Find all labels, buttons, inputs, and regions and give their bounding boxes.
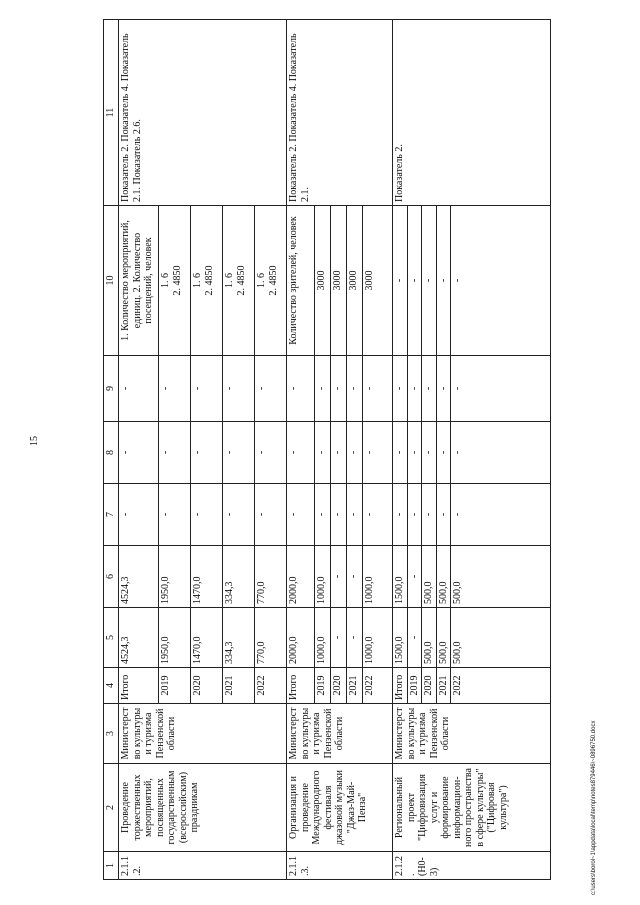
column-number: 11	[104, 20, 119, 206]
value-cell: -	[331, 422, 347, 484]
page-number: 15	[29, 436, 40, 446]
column-number: 9	[104, 356, 119, 422]
result-cell	[255, 206, 287, 356]
value-cell: 2000,0	[287, 546, 315, 608]
result-cell: -	[393, 206, 408, 356]
column-number: 10	[104, 206, 119, 356]
result-cell: Количество зрителей, человек	[287, 206, 315, 356]
value-cell: 1000,0	[315, 546, 331, 608]
result-cell: 3000	[347, 206, 363, 356]
year-cell: Итого	[119, 668, 159, 704]
result-line: 2. 4850	[235, 265, 247, 296]
column-number: 6	[104, 546, 119, 608]
result-cell: 3000	[363, 206, 393, 356]
value-cell: -	[407, 356, 422, 422]
value-cell: -	[347, 422, 363, 484]
value-cell: 334,3	[223, 546, 255, 608]
value-cell: -	[436, 356, 451, 422]
value-cell: -	[363, 484, 393, 546]
file-path-footer: c:\users\borol~1\appdata\local\temp\notes879446\~0896750.docx	[591, 720, 597, 895]
column-number: 4	[104, 668, 119, 704]
result-line: 2. 4850	[267, 265, 279, 296]
value-cell: -	[119, 422, 159, 484]
value-cell: 770,0	[255, 608, 287, 668]
value-cell: -	[315, 422, 331, 484]
row-name: Организация и проведение Международного фестиваля джазовой музыки "Джаз-Май-Пенза"	[287, 764, 393, 852]
result-cell: -	[451, 206, 551, 356]
value-cell: 500,0	[436, 546, 451, 608]
value-cell: -	[287, 356, 315, 422]
column-number: 1	[104, 852, 119, 880]
value-cell: -	[451, 356, 551, 422]
row-executor: Министерство культуры и туризма Пензенской области	[287, 704, 393, 764]
value-cell: -	[255, 484, 287, 546]
value-cell: -	[347, 608, 363, 668]
value-cell: -	[331, 484, 347, 546]
value-cell: 1470,0	[191, 546, 223, 608]
value-cell: -	[422, 422, 437, 484]
value-cell: 500,0	[422, 546, 437, 608]
result-cell	[159, 206, 191, 356]
value-cell: -	[347, 546, 363, 608]
result-line: 1. 6	[256, 273, 267, 288]
value-cell: -	[407, 422, 422, 484]
result-cell	[223, 206, 255, 356]
column-number: 3	[104, 704, 119, 764]
value-cell: -	[436, 422, 451, 484]
value-cell: -	[331, 546, 347, 608]
value-cell: -	[436, 484, 451, 546]
value-cell: 770,0	[255, 546, 287, 608]
value-cell: -	[422, 356, 437, 422]
table-row	[287, 20, 315, 880]
value-cell: 4524,3	[119, 546, 159, 608]
value-cell: -	[363, 422, 393, 484]
year-cell: 2021	[223, 668, 255, 704]
value-cell: -	[315, 484, 331, 546]
table-row	[119, 20, 159, 880]
row-name: Проведение торжественных мероприятий, посвященных государственным (всероссийским) праздникам	[119, 764, 287, 852]
year-cell: 2021	[347, 668, 363, 704]
value-cell: -	[451, 484, 551, 546]
column-number: 5	[104, 608, 119, 668]
value-cell: -	[393, 422, 408, 484]
value-cell: -	[255, 422, 287, 484]
column-number: 7	[104, 484, 119, 546]
row-name: Региональный проект "Цифровизация услуг и формирование информацион-ного пространства в сфере культуры" ("Цифровая культура")	[393, 764, 551, 852]
value-cell: -	[223, 484, 255, 546]
value-cell: -	[287, 484, 315, 546]
year-cell: 2021	[436, 668, 451, 704]
value-cell: 334,3	[223, 608, 255, 668]
row-code: 2.1.1.2.	[119, 852, 287, 880]
value-cell: -	[119, 484, 159, 546]
year-cell: 2019	[407, 668, 422, 704]
value-cell: 1950,0	[159, 546, 191, 608]
result-cell: 1. Количество мероприятий, единиц. 2. Количество посещений, человек	[119, 206, 159, 356]
result-cell: 3000	[315, 206, 331, 356]
value-cell: -	[347, 484, 363, 546]
result-line: 1. 6	[160, 273, 171, 288]
result-cell: -	[422, 206, 437, 356]
value-cell: -	[315, 356, 331, 422]
value-cell: 500,0	[436, 608, 451, 668]
column-number: 2	[104, 764, 119, 852]
indicator-cell: Показатель 2.	[393, 20, 551, 206]
result-line: 1. 6	[192, 273, 203, 288]
value-cell: -	[119, 356, 159, 422]
value-cell: -	[363, 356, 393, 422]
value-cell: -	[407, 546, 422, 608]
value-cell: 500,0	[422, 608, 437, 668]
value-cell: 4524,3	[119, 608, 159, 668]
value-cell: -	[422, 484, 437, 546]
result-line: 2. 4850	[171, 265, 183, 296]
document-table-container	[103, 20, 640, 880]
value-cell: -	[255, 356, 287, 422]
value-cell: -	[191, 356, 223, 422]
program-table	[103, 19, 551, 880]
value-cell: -	[191, 484, 223, 546]
value-cell: 1500,0	[393, 546, 408, 608]
result-cell	[191, 206, 223, 356]
year-cell: 2020	[331, 668, 347, 704]
year-cell: Итого	[393, 668, 408, 704]
year-cell: 2022	[255, 668, 287, 704]
value-cell: -	[393, 484, 408, 546]
value-cell: -	[347, 356, 363, 422]
value-cell: -	[393, 356, 408, 422]
value-cell: -	[159, 356, 191, 422]
year-cell: 2019	[159, 668, 191, 704]
value-cell: -	[223, 356, 255, 422]
year-cell: Итого	[287, 668, 315, 704]
value-cell: -	[331, 608, 347, 668]
value-cell: 1500,0	[393, 608, 408, 668]
result-cell: 3000	[331, 206, 347, 356]
value-cell: -	[223, 422, 255, 484]
value-cell: 1000,0	[315, 608, 331, 668]
value-cell: -	[287, 422, 315, 484]
value-cell: 1470,0	[191, 608, 223, 668]
result-cell: -	[407, 206, 422, 356]
value-cell: 500,0	[451, 608, 551, 668]
year-cell: 2020	[191, 668, 223, 704]
column-number-row	[104, 20, 119, 880]
value-cell: -	[331, 356, 347, 422]
table-row	[393, 20, 408, 880]
value-cell: 1950,0	[159, 608, 191, 668]
row-executor: Министерство культуры и туризма Пензенской области	[393, 704, 551, 764]
value-cell: 500,0	[451, 546, 551, 608]
row-code: 2.1.2. (Н0-3)	[393, 852, 551, 880]
indicator-cell: Показатель 2. Показатель 4. Показатель 2.1.	[287, 20, 393, 206]
year-cell: 2020	[422, 668, 437, 704]
value-cell: -	[159, 484, 191, 546]
year-cell: 2022	[451, 668, 551, 704]
value-cell: 1000,0	[363, 608, 393, 668]
result-line: 2. 4850	[203, 265, 215, 296]
value-cell: -	[191, 422, 223, 484]
result-cell: -	[436, 206, 451, 356]
row-executor: Министерство культуры и туризма Пензенской области	[119, 704, 287, 764]
value-cell: -	[451, 422, 551, 484]
year-cell: 2019	[315, 668, 331, 704]
value-cell: -	[407, 484, 422, 546]
value-cell: 2000,0	[287, 608, 315, 668]
value-cell: -	[159, 422, 191, 484]
value-cell: 1000,0	[363, 546, 393, 608]
row-code: 2.1.1.3.	[287, 852, 393, 880]
indicator-cell: Показатель 2. Показатель 4. Показатель 2.1. Показатель 2.6.	[119, 20, 287, 206]
column-number: 8	[104, 422, 119, 484]
result-line: 1. 6	[224, 273, 235, 288]
value-cell: -	[407, 608, 422, 668]
year-cell: 2022	[363, 668, 393, 704]
